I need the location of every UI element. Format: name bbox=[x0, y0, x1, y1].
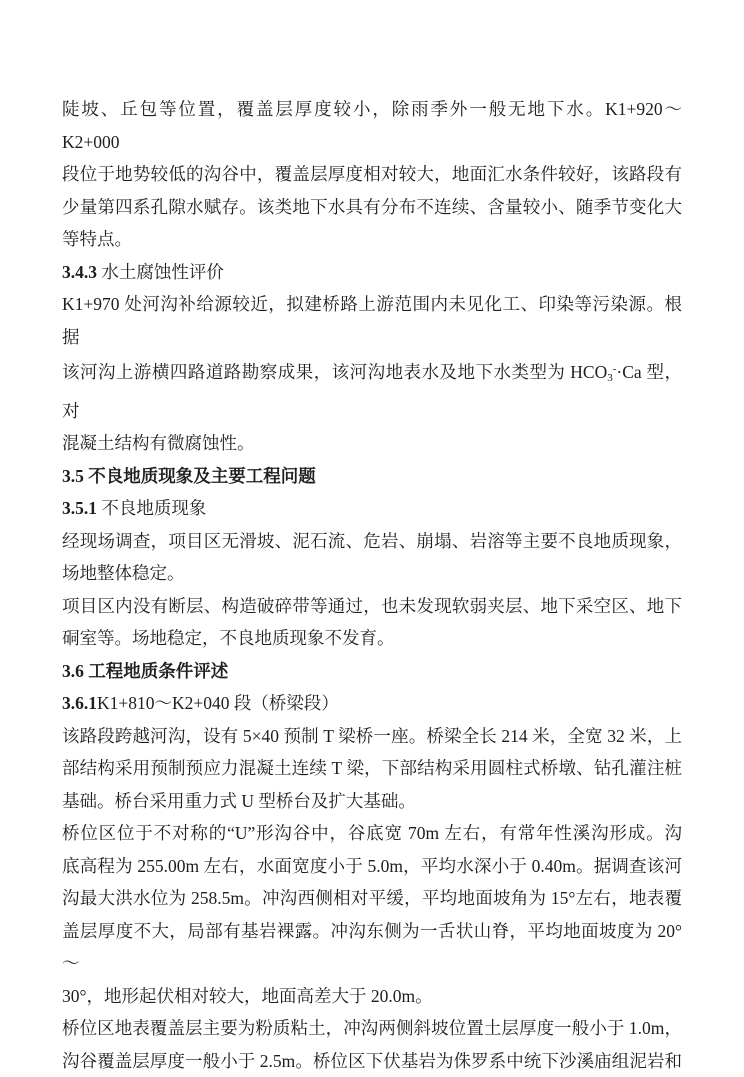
paragraph-bridge-line: 部结构采用预制预应力混凝土连续 T 梁，下部结构采用圆柱式桥墩、钻孔灌注桩 bbox=[62, 752, 682, 785]
heading-number: 3.6 bbox=[62, 661, 84, 681]
chem-superscript: - bbox=[613, 363, 617, 375]
paragraph-groundwater-line: 段位于地势较低的沟谷中，覆盖层厚度相对较大，地面汇水条件较好，该路段有 bbox=[62, 158, 682, 191]
section-heading-3-5 bbox=[62, 460, 682, 493]
section-heading-3-6-1 bbox=[62, 687, 682, 720]
heading-title: 工程地质条件评述 bbox=[84, 661, 228, 681]
paragraph-valley-line: 盖层厚度不大，局部有基岩裸露。冲沟东侧为一舌状山脊，平均地面坡度为 20°～ bbox=[62, 915, 682, 980]
heading-number: 3.5.1 bbox=[62, 498, 97, 518]
section-heading-3-4-3 bbox=[62, 256, 682, 289]
heading-title: 水土腐蚀性评价 bbox=[97, 262, 224, 282]
heading-number: 3.6.1 bbox=[62, 693, 97, 713]
heading-title: 不良地质现象 bbox=[97, 498, 206, 518]
paragraph-valley-line: 桥位区位于不对称的“U”形沟谷中，谷底宽 70m 左右，有常年性溪沟形成。沟 bbox=[62, 817, 682, 850]
paragraph-cover-line: 桥位区地表覆盖层主要为粉质粘土，冲沟两侧斜坡位置土层厚度一般小于 1.0m， bbox=[62, 1012, 682, 1045]
heading-title: K1+810～K2+040 段（桥梁段） bbox=[97, 693, 339, 713]
paragraph-valley-line: 30°，地形起伏相对较大，地面高差大于 20.0m。 bbox=[62, 980, 682, 1013]
document-body bbox=[62, 93, 682, 1077]
paragraph-corrosion-line: K1+970 处河沟补给源较近，拟建桥路上游范围内未见化工、印染等污染源。根据 bbox=[62, 288, 682, 353]
paragraph-groundwater-line: 少量第四系孔隙水赋存。该类地下水具有分布不连续、含量较小、随季节变化大 bbox=[62, 191, 682, 224]
paragraph-groundwater-line: 陡坡、丘包等位置，覆盖层厚度较小，除雨季外一般无地下水。K1+920～K2+000 bbox=[62, 93, 682, 158]
paragraph-corrosion-line: 混凝土结构有微腐蚀性。 bbox=[62, 427, 682, 460]
paragraph-corrosion-line bbox=[62, 353, 682, 427]
paragraph-valley-line: 底高程为 255.00m 左右，水面宽度小于 5.0m，平均水深小于 0.40m。据调查该河 bbox=[62, 850, 682, 883]
heading-number: 3.5 bbox=[62, 466, 84, 486]
chem-subscript: 3 bbox=[607, 372, 613, 384]
paragraph-survey-line: 场地整体稳定。 bbox=[62, 557, 682, 590]
corrosion-text: ·Ca 型，对 bbox=[62, 362, 682, 421]
paragraph-valley-line: 沟最大洪水位为 258.5m。冲沟西侧相对平缓，平均地面坡角为 15°左右，地表覆 bbox=[62, 882, 682, 915]
section-heading-3-5-1 bbox=[62, 492, 682, 525]
paragraph-bridge-line: 该路段跨越河沟，设有 5×40 预制 T 梁桥一座。桥梁全长 214 米，全宽 32 米，上 bbox=[62, 720, 682, 753]
heading-title: 不良地质现象及主要工程问题 bbox=[84, 466, 316, 486]
paragraph-survey-line: 经现场调查，项目区无滑坡、泥石流、危岩、崩塌、岩溶等主要不良地质现象， bbox=[62, 525, 682, 558]
paragraph-cover-line: 沟谷覆盖层厚度一般小于 2.5m。桥位区下伏基岩为侏罗系中统下沙溪庙组泥岩和 bbox=[62, 1045, 682, 1077]
corrosion-text: 该河沟上游横四路道路勘察成果，该河沟地表水及地下水类型为 HCO bbox=[62, 362, 607, 382]
paragraph-faults-line: 项目区内没有断层、构造破碎带等通过，也未发现软弱夹层、地下采空区、地下 bbox=[62, 590, 682, 623]
paragraph-groundwater-line: 等特点。 bbox=[62, 223, 682, 256]
heading-number: 3.4.3 bbox=[62, 262, 97, 282]
section-heading-3-6 bbox=[62, 655, 682, 688]
paragraph-bridge-line: 基础。桥台采用重力式 U 型桥台及扩大基础。 bbox=[62, 785, 682, 818]
paragraph-faults-line: 硐室等。场地稳定，不良地质现象不发育。 bbox=[62, 622, 682, 655]
